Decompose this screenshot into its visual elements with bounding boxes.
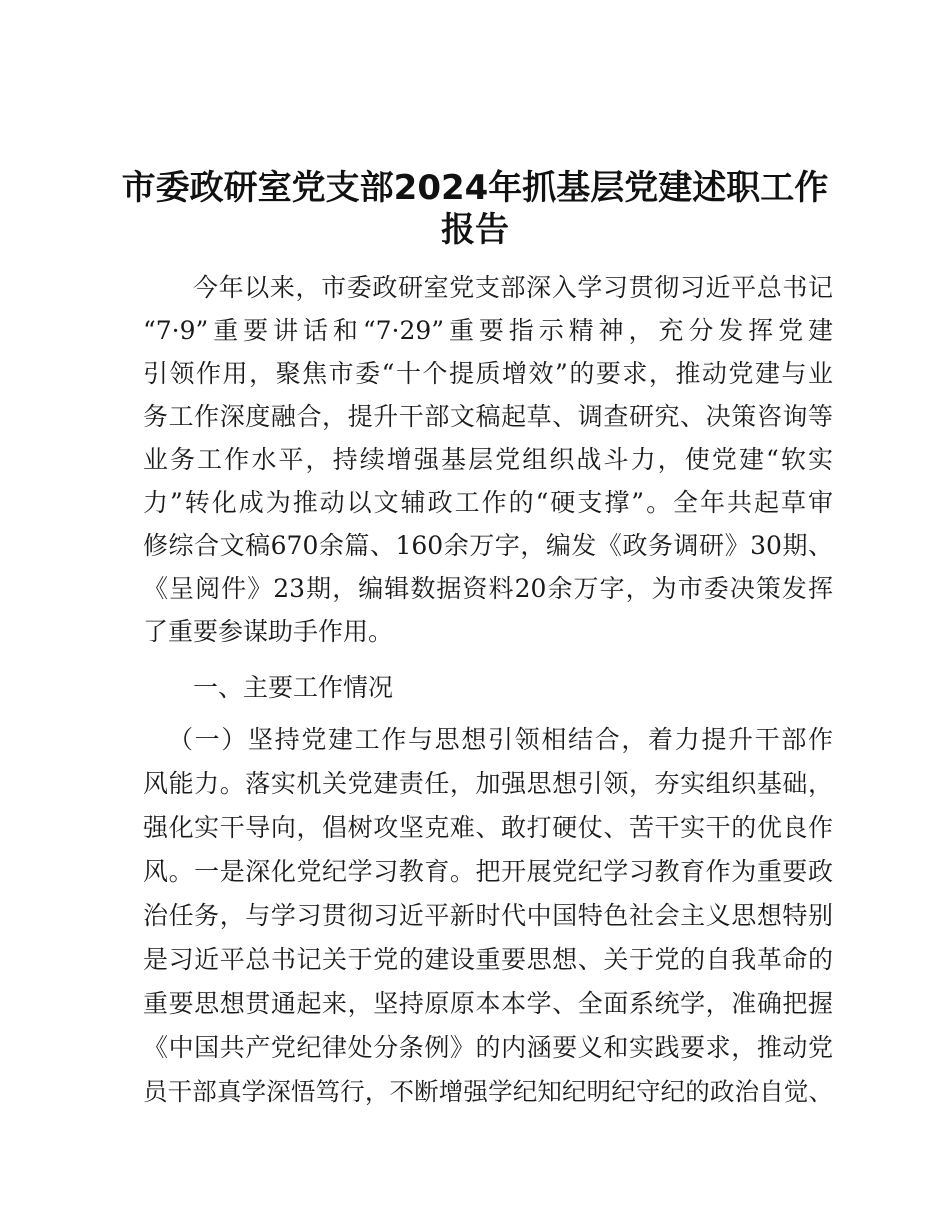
section1-line-2: 风能力。落实机关党建责任，加强思想引领，夯实组织基础， (143, 769, 833, 798)
document-title-line-2: 报告 (441, 210, 509, 250)
document-title-line-1: 市委政研室党支部2024年抓基层党建述职工作 (121, 168, 829, 208)
intro-line-2: “7·9”重要讲话和“7·29”重要指示精神，充分发挥党建 (143, 316, 833, 345)
section1-line-8: 《中国共产党纪律处分条例》的内涵要义和实践要求，推动党 (143, 1033, 833, 1062)
intro-line-9: 了重要参谋助手作用。 (143, 617, 394, 646)
section1-line-9: 员干部真学深悟笃行，不断增强学纪知纪明纪守纪的政治自觉、 (143, 1077, 833, 1106)
section1-line-1: （一）坚持党建工作与思想引领相结合，着力提升干部作 (168, 725, 833, 754)
intro-line-6: 力”转化成为推动以文辅政工作的“硬支撑”。全年共起草审 (143, 488, 833, 517)
intro-line-1: 今年以来，市委政研室党支部深入学习贯彻习近平总书记 (193, 273, 833, 302)
section1-line-3: 强化实干导向，倡树攻坚克难、敢打硬仗、苦干实干的优良作 (143, 813, 833, 842)
intro-line-4: 务工作深度融合，提升干部文稿起草、调查研究、决策咨询等 (143, 402, 833, 431)
section1-line-5: 治任务，与学习贯彻习近平新时代中国特色社会主义思想特别 (143, 901, 833, 930)
intro-line-3: 引领作用，聚焦市委“十个提质增效”的要求，推动党建与业 (143, 359, 833, 388)
section1-line-4: 风。一是深化党纪学习教育。把开展党纪学习教育作为重要政 (143, 857, 833, 886)
section1-line-7: 重要思想贯通起来，坚持原原本本学、全面系统学，准确把握 (143, 989, 833, 1018)
intro-line-8: 《呈阅件》23期，编辑数据资料20余万字，为市委决策发挥 (143, 574, 833, 603)
intro-line-5: 业务工作水平，持续增强基层党组织战斗力，使党建“软实 (143, 445, 833, 474)
section1-line-6: 是习近平总书记关于党的建设重要思想、关于党的自我革命的 (143, 945, 833, 974)
intro-line-7: 修综合文稿670余篇、160余万字，编发《政务调研》30期、 (143, 531, 833, 560)
section-heading: 一、主要工作情况 (193, 673, 394, 702)
